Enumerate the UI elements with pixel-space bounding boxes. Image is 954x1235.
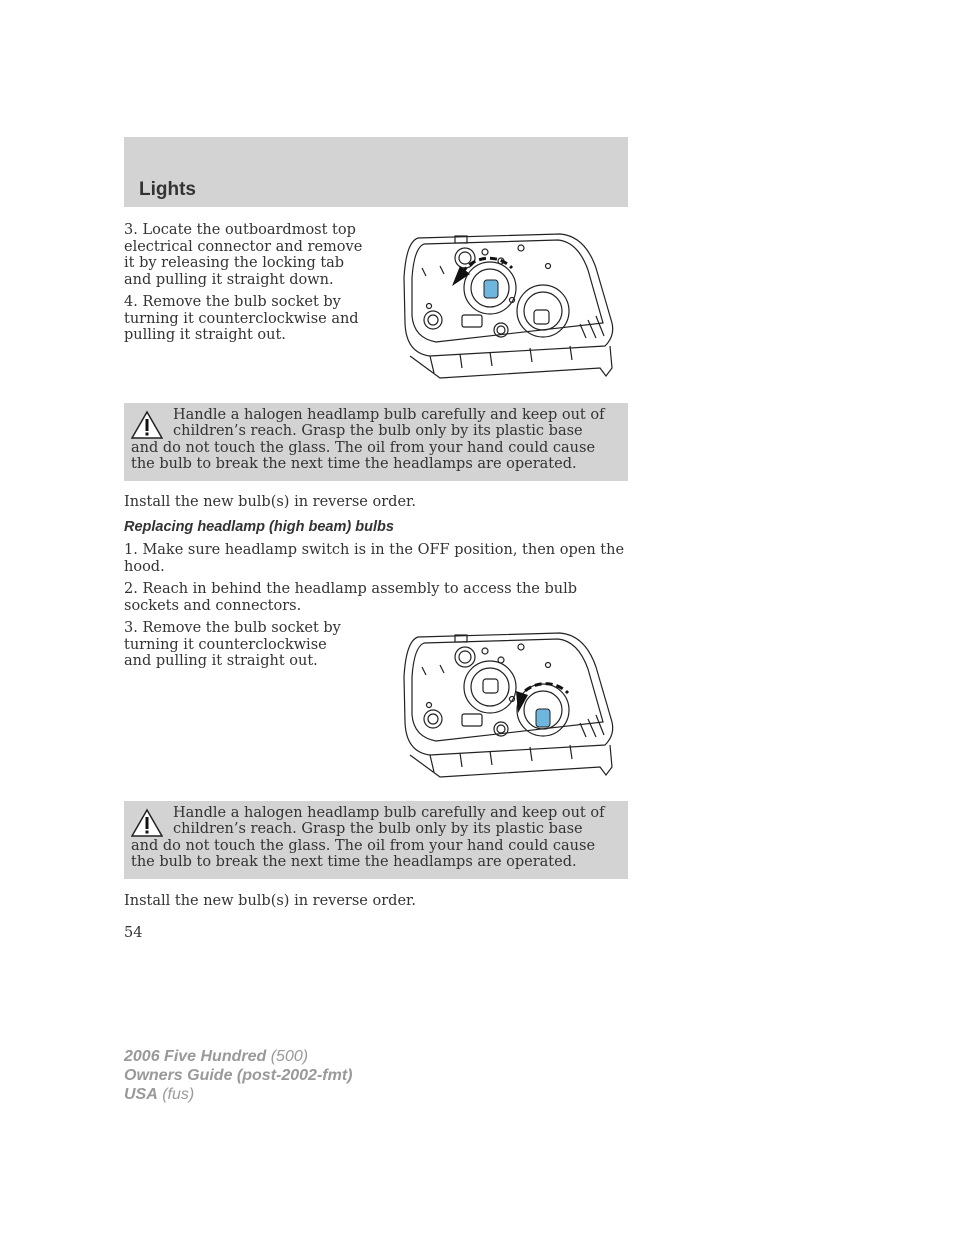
page-number: 54 [124, 925, 143, 941]
hb-step-1-text: 1. Make sure headlamp switch is in the OFF position, then open the hood. [124, 542, 625, 575]
section-title: Lights [139, 179, 196, 200]
headlamp-low-beam-diagram [400, 228, 622, 383]
steps-block-1 [124, 222, 364, 350]
steps-block-2b [124, 620, 356, 676]
warning-box [124, 801, 628, 879]
hb-step-2-text: 2. Reach in behind the headlamp assembly to access the bulb sockets and connectors. [124, 581, 578, 614]
install-note-1: Install the new bulb(s) in reverse order. [124, 494, 416, 510]
footer-line-3: USA (fus) [124, 1086, 195, 1103]
step-3-text: 3. Locate the outboardmost top electrical connector and remove it by releasing the locking tab and pulling it straight down. [124, 222, 363, 288]
section-header-band [124, 137, 628, 207]
high-beam-heading: Replacing headlamp (high beam) bulbs [124, 519, 394, 535]
hb-step-3-text: 3. Remove the bulb socket by turning it counterclockwise and pulling it straight out. [124, 620, 341, 669]
footer-line-1: 2006 Five Hundred (500) [124, 1048, 309, 1065]
document-footer [124, 1047, 352, 1104]
warning-text: Handle a halogen headlamp bulb carefully and keep out of children’s reach. Grasp the bulb only by its plastic base and do not touch the glass. The oil from your hand could cause the bulb to break the next time the headlamps are operated. [131, 407, 605, 472]
headlamp-high-beam-diagram [400, 627, 622, 782]
footer-line-2: Owners Guide (post-2002-fmt) [124, 1067, 353, 1084]
warning-text: Handle a halogen headlamp bulb carefully and keep out of children’s reach. Grasp the bulb only by its plastic base and do not touch the glass. The oil from your hand could cause the bulb to break the next time the headlamps are operated. [131, 805, 605, 870]
install-note-2: Install the new bulb(s) in reverse order. [124, 893, 416, 909]
steps-block-2a [124, 542, 628, 620]
warning-box [124, 403, 628, 481]
step-4-text: 4. Remove the bulb socket by turning it counterclockwise and pulling it straight out. [124, 294, 359, 343]
